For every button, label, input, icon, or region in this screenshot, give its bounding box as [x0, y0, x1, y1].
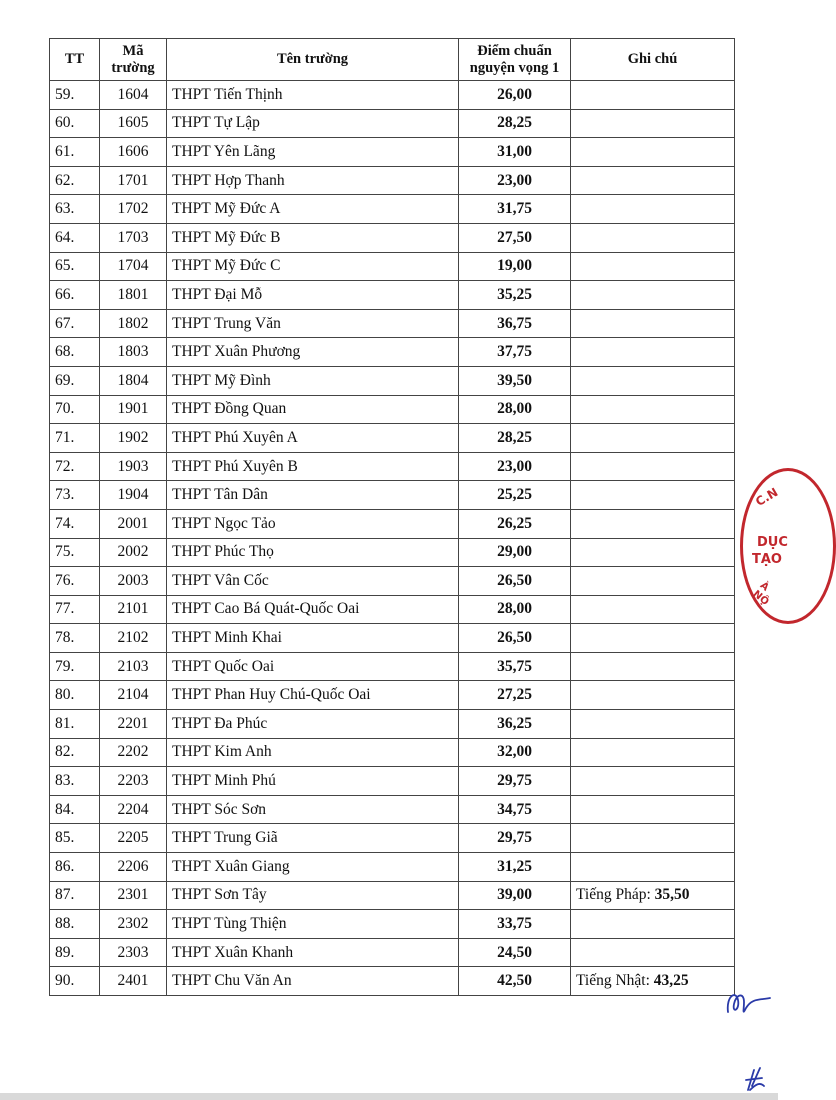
school-code: 2401 [100, 967, 167, 996]
note-cell [571, 881, 735, 910]
table-row [50, 338, 735, 367]
note-cell [571, 166, 735, 195]
school-code: 2303 [100, 938, 167, 967]
table-row [50, 652, 735, 681]
cutoff-score: 28,00 [459, 595, 571, 624]
row-number: 66. [50, 281, 100, 310]
school-name: THPT Cao Bá Quát-Quốc Oai [167, 595, 459, 624]
row-number: 70. [50, 395, 100, 424]
school-name: THPT Trung Văn [167, 309, 459, 338]
note-cell [571, 652, 735, 681]
cutoff-score: 31,75 [459, 195, 571, 224]
note-cell [571, 938, 735, 967]
table-row [50, 81, 735, 110]
row-number: 76. [50, 567, 100, 596]
row-number: 90. [50, 967, 100, 996]
admission-scores-table [49, 38, 735, 996]
table-row [50, 109, 735, 138]
header-cutoff-score-line2: nguyện vọng 1 [469, 59, 560, 76]
row-number: 89. [50, 938, 100, 967]
row-number: 81. [50, 710, 100, 739]
table-row [50, 681, 735, 710]
cutoff-score: 27,50 [459, 223, 571, 252]
school-name: THPT Vân Cốc [167, 567, 459, 596]
school-name: THPT Tân Dân [167, 481, 459, 510]
cutoff-score: 28,25 [459, 424, 571, 453]
school-code: 1703 [100, 223, 167, 252]
school-name: THPT Xuân Giang [167, 853, 459, 882]
note-cell [571, 767, 735, 796]
table-row [50, 595, 735, 624]
school-code: 2204 [100, 795, 167, 824]
cutoff-score: 23,00 [459, 452, 571, 481]
school-name: THPT Minh Khai [167, 624, 459, 653]
row-number: 68. [50, 338, 100, 367]
note-cell [571, 853, 735, 882]
row-number: 72. [50, 452, 100, 481]
note-cell [571, 309, 735, 338]
cutoff-score: 34,75 [459, 795, 571, 824]
header-note: Ghi chú [571, 39, 735, 81]
row-number: 69. [50, 366, 100, 395]
table-row [50, 767, 735, 796]
table-row [50, 195, 735, 224]
table-row [50, 938, 735, 967]
row-number: 71. [50, 424, 100, 453]
row-number: 83. [50, 767, 100, 796]
school-code: 1606 [100, 138, 167, 167]
table-row [50, 824, 735, 853]
table-row [50, 710, 735, 739]
row-number: 80. [50, 681, 100, 710]
table-row [50, 252, 735, 281]
note-cell [571, 366, 735, 395]
school-name: THPT Phúc Thọ [167, 538, 459, 567]
note-cell [571, 223, 735, 252]
note-cell [571, 595, 735, 624]
cutoff-score: 42,50 [459, 967, 571, 996]
page-bottom-edge [0, 1093, 778, 1100]
school-name: THPT Xuân Khanh [167, 938, 459, 967]
header-school-code-line1: Mã [122, 42, 144, 59]
note-cell [571, 624, 735, 653]
cutoff-score: 28,00 [459, 395, 571, 424]
school-name: THPT Tùng Thiện [167, 910, 459, 939]
table-row [50, 567, 735, 596]
initials-mark [740, 1064, 770, 1094]
row-number: 78. [50, 624, 100, 653]
header-tt: TT [50, 39, 100, 81]
school-name: THPT Mỹ Đức C [167, 252, 459, 281]
table-row [50, 509, 735, 538]
school-name: THPT Kim Anh [167, 738, 459, 767]
school-name: THPT Sóc Sơn [167, 795, 459, 824]
table-row [50, 738, 735, 767]
row-number: 73. [50, 481, 100, 510]
table-row [50, 424, 735, 453]
header-school-code [100, 39, 167, 81]
school-name: THPT Mỹ Đức A [167, 195, 459, 224]
school-code: 1904 [100, 481, 167, 510]
school-name: THPT Mỹ Đình [167, 366, 459, 395]
header-cutoff-score-line1: Điểm chuẩn [477, 42, 552, 59]
cutoff-score: 26,50 [459, 567, 571, 596]
table-row [50, 166, 735, 195]
school-name: THPT Tiến Thịnh [167, 81, 459, 110]
school-name: THPT Đa Phúc [167, 710, 459, 739]
school-code: 1804 [100, 366, 167, 395]
cutoff-score: 29,75 [459, 767, 571, 796]
school-code: 2301 [100, 881, 167, 910]
row-number: 86. [50, 853, 100, 882]
school-name: THPT Xuân Phương [167, 338, 459, 367]
note-cell [571, 395, 735, 424]
school-code: 1802 [100, 309, 167, 338]
note-cell [571, 424, 735, 453]
cutoff-score: 29,75 [459, 824, 571, 853]
note-cell [571, 681, 735, 710]
row-number: 62. [50, 166, 100, 195]
table-row [50, 281, 735, 310]
table-row [50, 967, 735, 996]
note-cell [571, 252, 735, 281]
table-row [50, 624, 735, 653]
table-row [50, 309, 735, 338]
school-code: 1704 [100, 252, 167, 281]
cutoff-score: 37,75 [459, 338, 571, 367]
row-number: 79. [50, 652, 100, 681]
note-label: Tiếng Nhật: [576, 972, 650, 990]
cutoff-score: 35,75 [459, 652, 571, 681]
table-row [50, 223, 735, 252]
school-code: 1902 [100, 424, 167, 453]
table-row [50, 538, 735, 567]
note-cell [571, 824, 735, 853]
school-name: THPT Yên Lãng [167, 138, 459, 167]
row-number: 88. [50, 910, 100, 939]
note-cell [571, 452, 735, 481]
row-number: 64. [50, 223, 100, 252]
row-number: 84. [50, 795, 100, 824]
note-value: 35,50 [654, 886, 690, 904]
note-cell [571, 509, 735, 538]
school-code: 1803 [100, 338, 167, 367]
row-number: 61. [50, 138, 100, 167]
cutoff-score: 32,00 [459, 738, 571, 767]
table-row [50, 395, 735, 424]
school-name: THPT Mỹ Đức B [167, 223, 459, 252]
cutoff-score: 31,00 [459, 138, 571, 167]
cutoff-score: 36,75 [459, 309, 571, 338]
table-row [50, 481, 735, 510]
school-code: 2003 [100, 567, 167, 596]
table-row [50, 910, 735, 939]
note-cell [571, 81, 735, 110]
stamp-text-4: À NỘ [750, 580, 771, 608]
row-number: 74. [50, 509, 100, 538]
cutoff-score: 39,50 [459, 366, 571, 395]
school-code: 1605 [100, 109, 167, 138]
cutoff-score: 26,00 [459, 81, 571, 110]
school-name: THPT Trung Giã [167, 824, 459, 853]
cutoff-score: 36,25 [459, 710, 571, 739]
cutoff-score: 29,00 [459, 538, 571, 567]
note-cell [571, 338, 735, 367]
table-row [50, 366, 735, 395]
table-row [50, 138, 735, 167]
row-number: 87. [50, 881, 100, 910]
note-cell [571, 138, 735, 167]
stamp-text-1: C.N [753, 485, 781, 509]
cutoff-score: 24,50 [459, 938, 571, 967]
school-code: 2201 [100, 710, 167, 739]
cutoff-score: 28,25 [459, 109, 571, 138]
cutoff-score: 35,25 [459, 281, 571, 310]
school-code: 1701 [100, 166, 167, 195]
school-code: 2103 [100, 652, 167, 681]
cutoff-score: 26,50 [459, 624, 571, 653]
school-code: 1901 [100, 395, 167, 424]
table-row [50, 881, 735, 910]
school-code: 1604 [100, 81, 167, 110]
school-code: 2104 [100, 681, 167, 710]
note-label: Tiếng Pháp: [576, 886, 651, 904]
row-number: 85. [50, 824, 100, 853]
note-cell [571, 538, 735, 567]
school-code: 2302 [100, 910, 167, 939]
note-cell [571, 967, 735, 996]
table-row [50, 795, 735, 824]
note-cell [571, 567, 735, 596]
row-number: 60. [50, 109, 100, 138]
note-value: 43,25 [653, 972, 689, 990]
cutoff-score: 19,00 [459, 252, 571, 281]
school-code: 1903 [100, 452, 167, 481]
stamp-text-2: DỤC [757, 535, 788, 550]
school-name: THPT Quốc Oai [167, 652, 459, 681]
school-name: THPT Phú Xuyên B [167, 452, 459, 481]
cutoff-score: 39,00 [459, 881, 571, 910]
school-code: 2202 [100, 738, 167, 767]
note-cell [571, 109, 735, 138]
note-cell [571, 795, 735, 824]
header-cutoff-score [459, 39, 571, 81]
school-code: 2101 [100, 595, 167, 624]
cutoff-score: 25,25 [459, 481, 571, 510]
note-cell [571, 195, 735, 224]
note-cell [571, 910, 735, 939]
note-cell [571, 281, 735, 310]
row-number: 77. [50, 595, 100, 624]
row-number: 67. [50, 309, 100, 338]
note-cell [571, 481, 735, 510]
school-code: 1801 [100, 281, 167, 310]
school-code: 1702 [100, 195, 167, 224]
row-number: 75. [50, 538, 100, 567]
row-number: 63. [50, 195, 100, 224]
school-code: 2203 [100, 767, 167, 796]
school-name: THPT Minh Phú [167, 767, 459, 796]
school-code: 2102 [100, 624, 167, 653]
table-row [50, 452, 735, 481]
school-name: THPT Đại Mỗ [167, 281, 459, 310]
cutoff-score: 26,25 [459, 509, 571, 538]
row-number: 65. [50, 252, 100, 281]
header-school-code-line2: trường [111, 59, 155, 76]
signature-mark [722, 982, 774, 1022]
row-number: 82. [50, 738, 100, 767]
school-name: THPT Tự Lập [167, 109, 459, 138]
school-name: THPT Sơn Tây [167, 881, 459, 910]
school-code: 2206 [100, 853, 167, 882]
school-name: THPT Chu Văn An [167, 967, 459, 996]
school-code: 2001 [100, 509, 167, 538]
cutoff-score: 27,25 [459, 681, 571, 710]
school-code: 2002 [100, 538, 167, 567]
cutoff-score: 23,00 [459, 166, 571, 195]
row-number: 59. [50, 81, 100, 110]
school-name: THPT Ngọc Tảo [167, 509, 459, 538]
header-school-name: Tên trường [167, 39, 459, 81]
cutoff-score: 31,25 [459, 853, 571, 882]
table-row [50, 853, 735, 882]
note-cell [571, 738, 735, 767]
school-name: THPT Hợp Thanh [167, 166, 459, 195]
school-name: THPT Phú Xuyên A [167, 424, 459, 453]
school-name: THPT Đồng Quan [167, 395, 459, 424]
cutoff-score: 33,75 [459, 910, 571, 939]
stamp-text-3: TẠO [752, 552, 782, 567]
school-code: 2205 [100, 824, 167, 853]
table-header-row [50, 39, 735, 81]
note-cell [571, 710, 735, 739]
school-name: THPT Phan Huy Chú-Quốc Oai [167, 681, 459, 710]
